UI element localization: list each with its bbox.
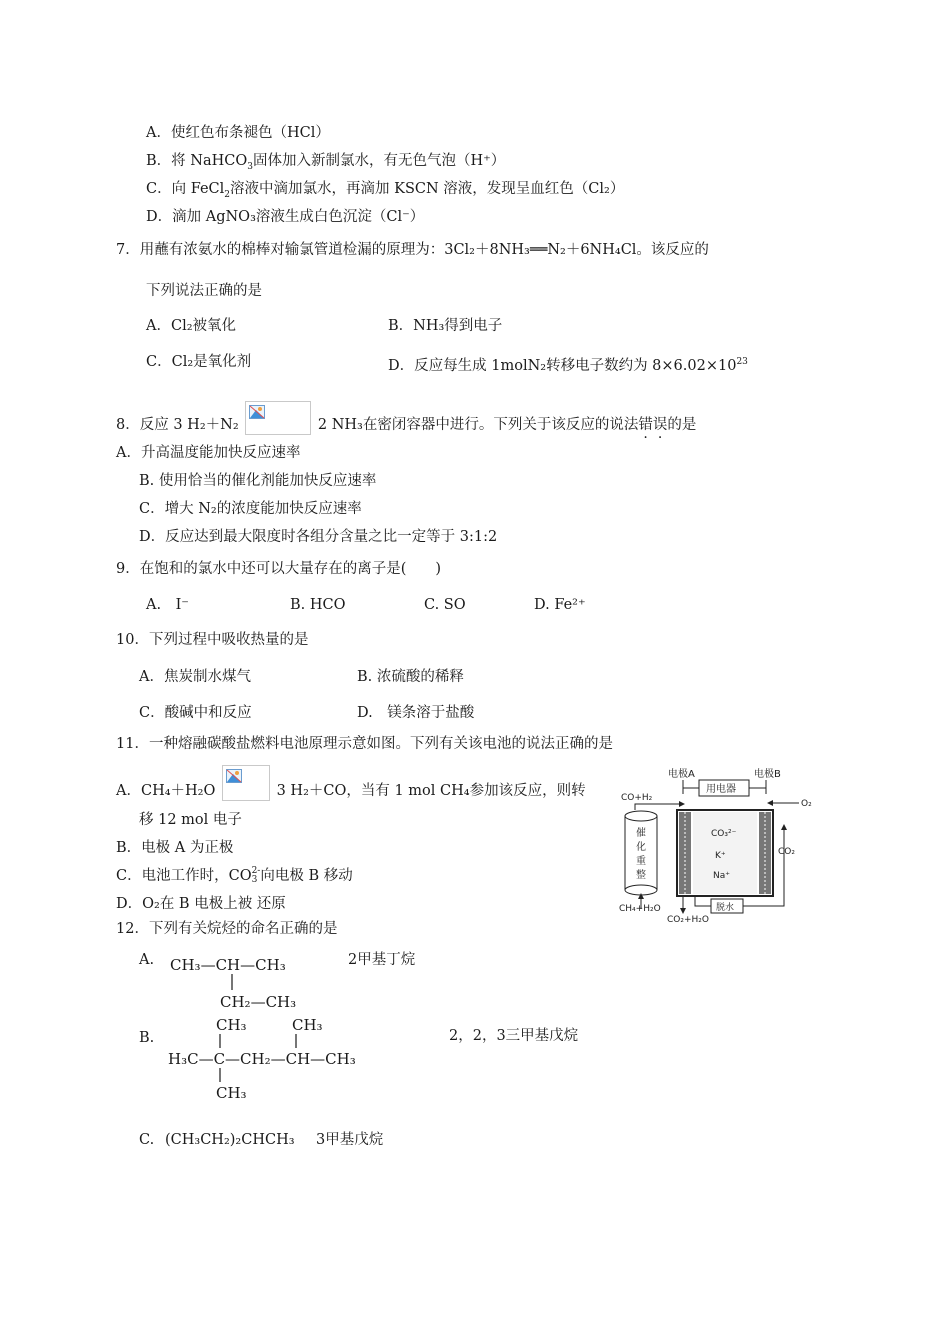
fuel-cell-svg [613, 766, 813, 926]
q7-stem-2: 下列说法正确的是 [146, 283, 262, 299]
q12-option-c-formula: (CH₃CH₂)₂CHCH₃ [165, 1132, 295, 1148]
q6-option-d: D．滴加 AgNO₃溶液生成白色沉淀（Cl⁻） [146, 209, 425, 225]
q8-option-b: B. 使用恰当的催化剂能加快反应速率 [139, 473, 377, 489]
formula-b-main: H₃C—C—CH₂—CH—CH₃ [168, 1050, 356, 1068]
q6-option-c-pre: C．向 FeCl [146, 181, 225, 197]
q10-option-d: D. 镁条溶于盐酸 [357, 705, 475, 721]
q9-option-d: D. Fe²⁺ [534, 597, 586, 613]
q9-option-c: C. SO [424, 597, 466, 613]
q7-option-d-exponent: 23 [736, 357, 748, 367]
q10-stem: 10．下列过程中吸收热量的是 [116, 632, 309, 648]
reversible-arrow-image [245, 401, 311, 435]
q8-option-a: A．升高温度能加快反应速率 [116, 445, 301, 461]
q7-option-a: A．Cl₂被氧化 [146, 318, 237, 334]
q9-option-a: A. I⁻ [146, 597, 189, 613]
label-o2: O₂ [801, 799, 812, 809]
q8-stem-post: 的是 [667, 417, 697, 433]
broken-image-icon [226, 769, 242, 783]
reformer-char-4: 整 [636, 870, 646, 881]
q11-option-c-pre: C．电池工作时，CO [116, 868, 252, 884]
q12-option-c-label: C. [139, 1132, 155, 1148]
q8-option-d: D．反应达到最大限度时各组分含量之比一定等于 3:1:2 [139, 529, 498, 545]
q8-emphasis-2: 误 [652, 417, 668, 433]
q11-option-a [116, 773, 586, 809]
q8-stem [116, 408, 696, 442]
q8-emphasis-1: 错 [638, 417, 653, 433]
q10-option-a: A．焦炭制水煤气 [139, 669, 251, 685]
reformer-char-2: 化 [636, 842, 646, 853]
ion-co3: CO₃²⁻ [711, 829, 737, 839]
q11-option-b: B．电极 A 为正极 [116, 840, 234, 856]
formula-b-top-1: CH₃ [216, 1016, 247, 1034]
q11-option-c-post: 向电极 B 移动 [260, 868, 353, 884]
q11-option-c-sub: 3 [251, 875, 258, 885]
q7-option-d [388, 352, 748, 376]
fuel-cell-diagram [613, 766, 813, 926]
formula-b-top-2: CH₃ [292, 1016, 323, 1034]
q6-option-b-post: 固体加入新制氯水，有无色气泡（H⁺） [252, 153, 506, 169]
q10-option-b: B. 浓硫酸的稀释 [357, 669, 464, 685]
formula-a-branch: CH₂—CH₃ [220, 993, 297, 1010]
label-co2-h2o: CO₂+H₂O [667, 915, 709, 925]
q7-option-b: B．NH₃得到电子 [388, 318, 503, 334]
q6-option-c-post: 溶液中滴加氯水，再滴加 KSCN 溶液，发现呈血红色（Cl₂） [230, 181, 625, 197]
reformer-char-1: 催 [636, 828, 646, 839]
q12-option-a-name: 2甲基丁烷 [348, 952, 416, 968]
q7-stem: 7．用蘸有浓氨水的棉棒对输氯管道检漏的原理为：3Cl₂＋8NH₃══N₂＋6NH₄Cl。该反应的 [116, 242, 709, 258]
q8-option-c: C．增大 N₂的浓度能加快反应速率 [139, 501, 362, 517]
label-electrode-b: 电极B [754, 769, 781, 780]
ion-na: Na⁺ [713, 871, 730, 881]
q11-stem: 11．一种熔融碳酸盐燃料电池原理示意如图。下列有关该电池的说法正确的是 [116, 736, 613, 752]
q12-option-a-label: A. [139, 952, 155, 968]
broken-image-icon [249, 405, 265, 419]
label-dehydrate: 脱水 [716, 903, 735, 913]
formula-b-svg [168, 1014, 373, 1104]
q10-option-c: C．酸碱中和反应 [139, 705, 252, 721]
q8-stem-mid: 2 NH₃在密闭容器中进行。下列关于该反应的说法 [317, 417, 639, 433]
formula-a-main: CH₃—CH—CH₃ [170, 956, 286, 974]
q11-option-a-continued: 移 12 mol 电子 [139, 812, 242, 828]
q9-option-b: B. HCO [290, 597, 346, 613]
reformer-char-3: 重 [636, 856, 646, 867]
ion-k: K⁺ [715, 851, 726, 861]
q12-stem: 12．下列有关烷烃的命名正确的是 [116, 921, 338, 937]
q12-option-a-formula [170, 950, 310, 1016]
label-co2: CO₂ [778, 847, 795, 857]
q6-option-b: B．将 NaHCO$_3$固体加入新制氯水，有无色气泡（H⁺） [146, 153, 506, 172]
q12-option-c-name: 3甲基戊烷 [316, 1132, 384, 1148]
q7-option-d-text: D．反应每生成 1molN₂转移电子数约为 8×6.02×10 [388, 357, 737, 374]
label-electrode-a: 电极A [668, 769, 695, 780]
q11-option-c-sup: 2- [251, 866, 261, 876]
catalysis-arrow-image [222, 765, 270, 801]
label-co-h2: CO+H₂ [621, 793, 653, 803]
q9-stem: 9．在饱和的氯水中还可以大量存在的离子是( ) [116, 561, 442, 577]
q11-option-a-post: 3 H₂＋CO，当有 1 mol CH₄参加该反应，则转 [276, 783, 586, 799]
q11-option-d: D．O₂在 B 电极上被 还原 [116, 896, 286, 912]
q7-option-c: C．Cl₂是氧化剂 [146, 354, 252, 370]
formula-a-svg [170, 950, 310, 1010]
q11-option-c [116, 866, 353, 886]
q6-option-c: C．向 FeCl$_2$溶液中滴加氯水，再滴加 KSCN 溶液，发现呈血红色（Cl₂） [146, 181, 625, 200]
q11-option-a-pre: A．CH₄＋H₂O [116, 783, 216, 799]
q12-option-b-formula [168, 1014, 373, 1110]
formula-b-bottom: CH₃ [216, 1084, 247, 1102]
q6-option-b-pre: B．将 NaHCO [146, 153, 248, 169]
q12-option-b-name: 2，2，3三甲基戊烷 [449, 1028, 579, 1044]
q12-option-b-label: B. [139, 1030, 155, 1046]
label-ch4-h2o: CH₄+H₂O [619, 904, 661, 914]
q6-option-a: A．使红色布条褪色（HCl） [146, 125, 330, 141]
q8-stem-pre: 8．反应 3 H₂＋N₂ [116, 417, 239, 433]
label-device: 用电器 [706, 784, 736, 795]
